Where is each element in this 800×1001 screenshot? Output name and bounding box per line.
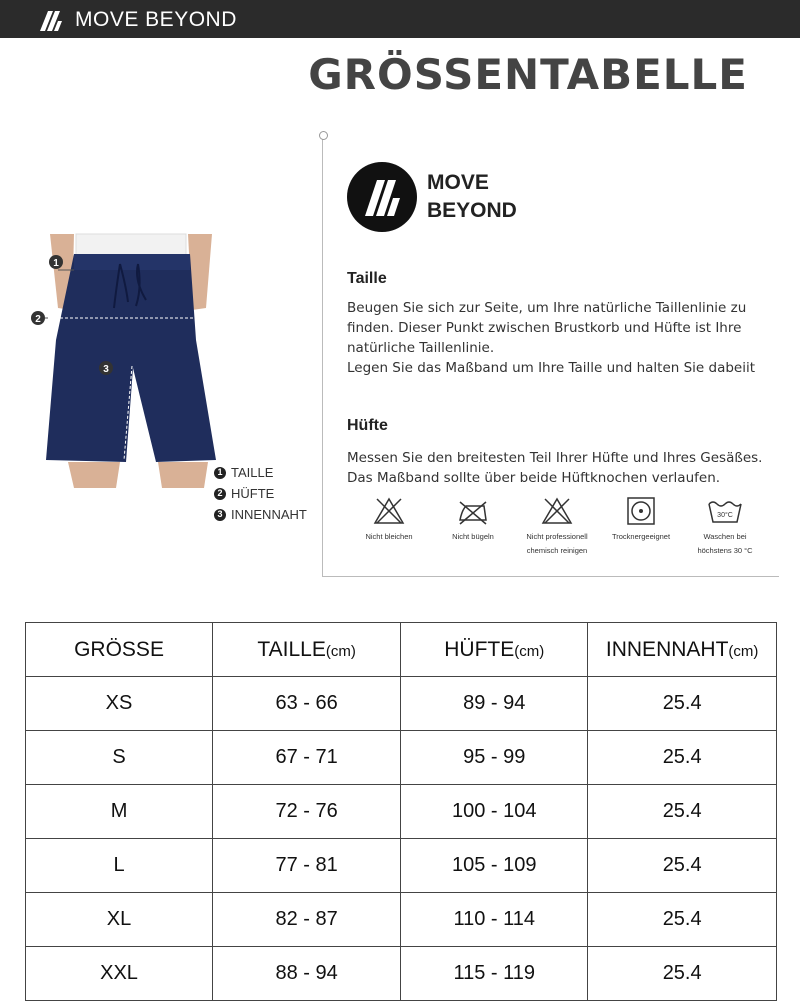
legend-number: 1	[214, 467, 226, 479]
legend-label: HÜFTE	[231, 486, 275, 501]
cell-taille: 72 - 76	[213, 785, 401, 839]
header-taille	[213, 623, 401, 677]
no-bleach-icon	[372, 496, 406, 526]
cell-huefte: 100 - 104	[401, 785, 588, 839]
cell-huefte: 115 - 119	[401, 947, 588, 1001]
brand-name	[427, 169, 517, 225]
brand-line-2: BEYOND	[427, 199, 517, 222]
cell-huefte: 89 - 94	[401, 677, 588, 731]
cell-innennaht: 25.4	[588, 839, 777, 893]
care-instructions	[347, 496, 767, 558]
care-item-no-dry-clean	[515, 496, 599, 558]
wash-temp: 30°C	[717, 512, 733, 519]
care-label: Nicht bügeln	[452, 532, 494, 541]
tumble-dry-icon	[624, 496, 658, 526]
taille-text-4: Legen Sie das Maßband um Ihre Taille und halten Sie dabeiit	[347, 360, 756, 376]
huefte-text-1: Messen Sie den breitesten Teil Ihrer Hüfte und Ihres Gesäßes.	[347, 450, 763, 466]
header-label: TAILLE	[257, 637, 326, 661]
care-label: Nicht bleichen	[365, 532, 413, 541]
header-label: GRÖSSE	[74, 637, 164, 661]
taille-text-3: natürliche Taillenlinie.	[347, 340, 495, 356]
cell-size: XXL	[26, 947, 213, 1001]
table-row	[26, 731, 777, 785]
header-unit: (cm)	[728, 642, 759, 660]
header-unit: (cm)	[514, 642, 545, 660]
size-table	[25, 622, 777, 1001]
taille-heading: Taille	[347, 270, 387, 287]
no-iron-icon	[456, 496, 490, 526]
header-huefte	[401, 623, 588, 677]
cell-taille: 88 - 94	[213, 947, 401, 1001]
care-item-wash-30	[683, 496, 767, 558]
marker-3	[99, 361, 113, 375]
brand-logo-icon	[347, 162, 417, 232]
cell-innennaht: 25.4	[588, 731, 777, 785]
cell-innennaht: 25.4	[588, 893, 777, 947]
cell-size: XL	[26, 893, 213, 947]
legend-item-innennaht	[214, 504, 307, 525]
care-item-tumble-dry	[599, 496, 683, 558]
huefte-description	[347, 448, 767, 488]
table-row	[26, 839, 777, 893]
cell-taille: 82 - 87	[213, 893, 401, 947]
care-label: höchstens 30 °C	[697, 546, 753, 555]
no-dry-clean-icon	[540, 496, 574, 526]
measurement-legend	[214, 462, 307, 525]
cell-size: XS	[26, 677, 213, 731]
marker-2-label: 2	[35, 314, 41, 325]
cell-innennaht: 25.4	[588, 947, 777, 1001]
care-item-no-bleach	[347, 496, 431, 558]
header-innennaht	[588, 623, 777, 677]
legend-number: 3	[214, 509, 226, 521]
care-label: chemisch reinigen	[526, 546, 588, 555]
corner-dot	[319, 131, 328, 140]
table-row	[26, 677, 777, 731]
wash-30-icon	[705, 496, 745, 526]
marker-3-label: 3	[103, 364, 109, 375]
cell-taille: 63 - 66	[213, 677, 401, 731]
marker-1-label: 1	[53, 258, 59, 269]
care-label: Nicht professionell	[526, 532, 588, 541]
header-label: HÜFTE	[444, 637, 515, 661]
top-bar	[0, 0, 800, 38]
marker-2	[31, 311, 45, 325]
table-header-row	[26, 623, 777, 677]
page-title: GRÖSSENTABELLE	[308, 50, 748, 99]
cell-size: L	[26, 839, 213, 893]
care-item-no-iron	[431, 496, 515, 558]
taille-description	[347, 298, 767, 378]
table-row	[26, 893, 777, 947]
info-box	[322, 138, 779, 577]
cell-huefte: 95 - 99	[401, 731, 588, 785]
brand-block	[347, 162, 517, 232]
legend-item-taille	[214, 462, 307, 483]
taille-text-2: finden. Dieser Punkt zwischen Brustkorb und Hüfte ist Ihre	[347, 320, 742, 336]
care-label: Trocknergeeignet	[611, 532, 671, 541]
header-label: INNENNAHT	[605, 637, 729, 661]
taille-text-1: Beugen Sie sich zur Seite, um Ihre natürliche Taillenlinie zu	[347, 300, 747, 316]
huefte-text-2: Das Maßband sollte über beide Hüftknochen verlaufen.	[347, 470, 721, 486]
cell-taille: 67 - 71	[213, 731, 401, 785]
cell-huefte: 110 - 114	[401, 893, 588, 947]
cell-innennaht: 25.4	[588, 785, 777, 839]
huefte-heading: Hüfte	[347, 417, 388, 434]
cell-taille: 77 - 81	[213, 839, 401, 893]
table-row	[26, 785, 777, 839]
brand-logo-icon	[38, 7, 64, 33]
cell-huefte: 105 - 109	[401, 839, 588, 893]
legend-item-huefte	[214, 483, 307, 504]
legend-number: 2	[214, 488, 226, 500]
marker-1	[49, 255, 63, 269]
brand-line-1: MOVE	[427, 171, 489, 194]
cell-size: S	[26, 731, 213, 785]
shorts-illustration	[28, 230, 238, 490]
cell-size: M	[26, 785, 213, 839]
table-row	[26, 947, 777, 1001]
cell-innennaht: 25.4	[588, 677, 777, 731]
header-unit: (cm)	[325, 642, 356, 660]
legend-label: INNENNAHT	[231, 507, 307, 522]
legend-label: TAILLE	[231, 465, 274, 480]
header-size	[26, 623, 213, 677]
brand-name: MOVE BEYOND	[75, 8, 237, 31]
care-label: Waschen bei	[703, 532, 747, 541]
